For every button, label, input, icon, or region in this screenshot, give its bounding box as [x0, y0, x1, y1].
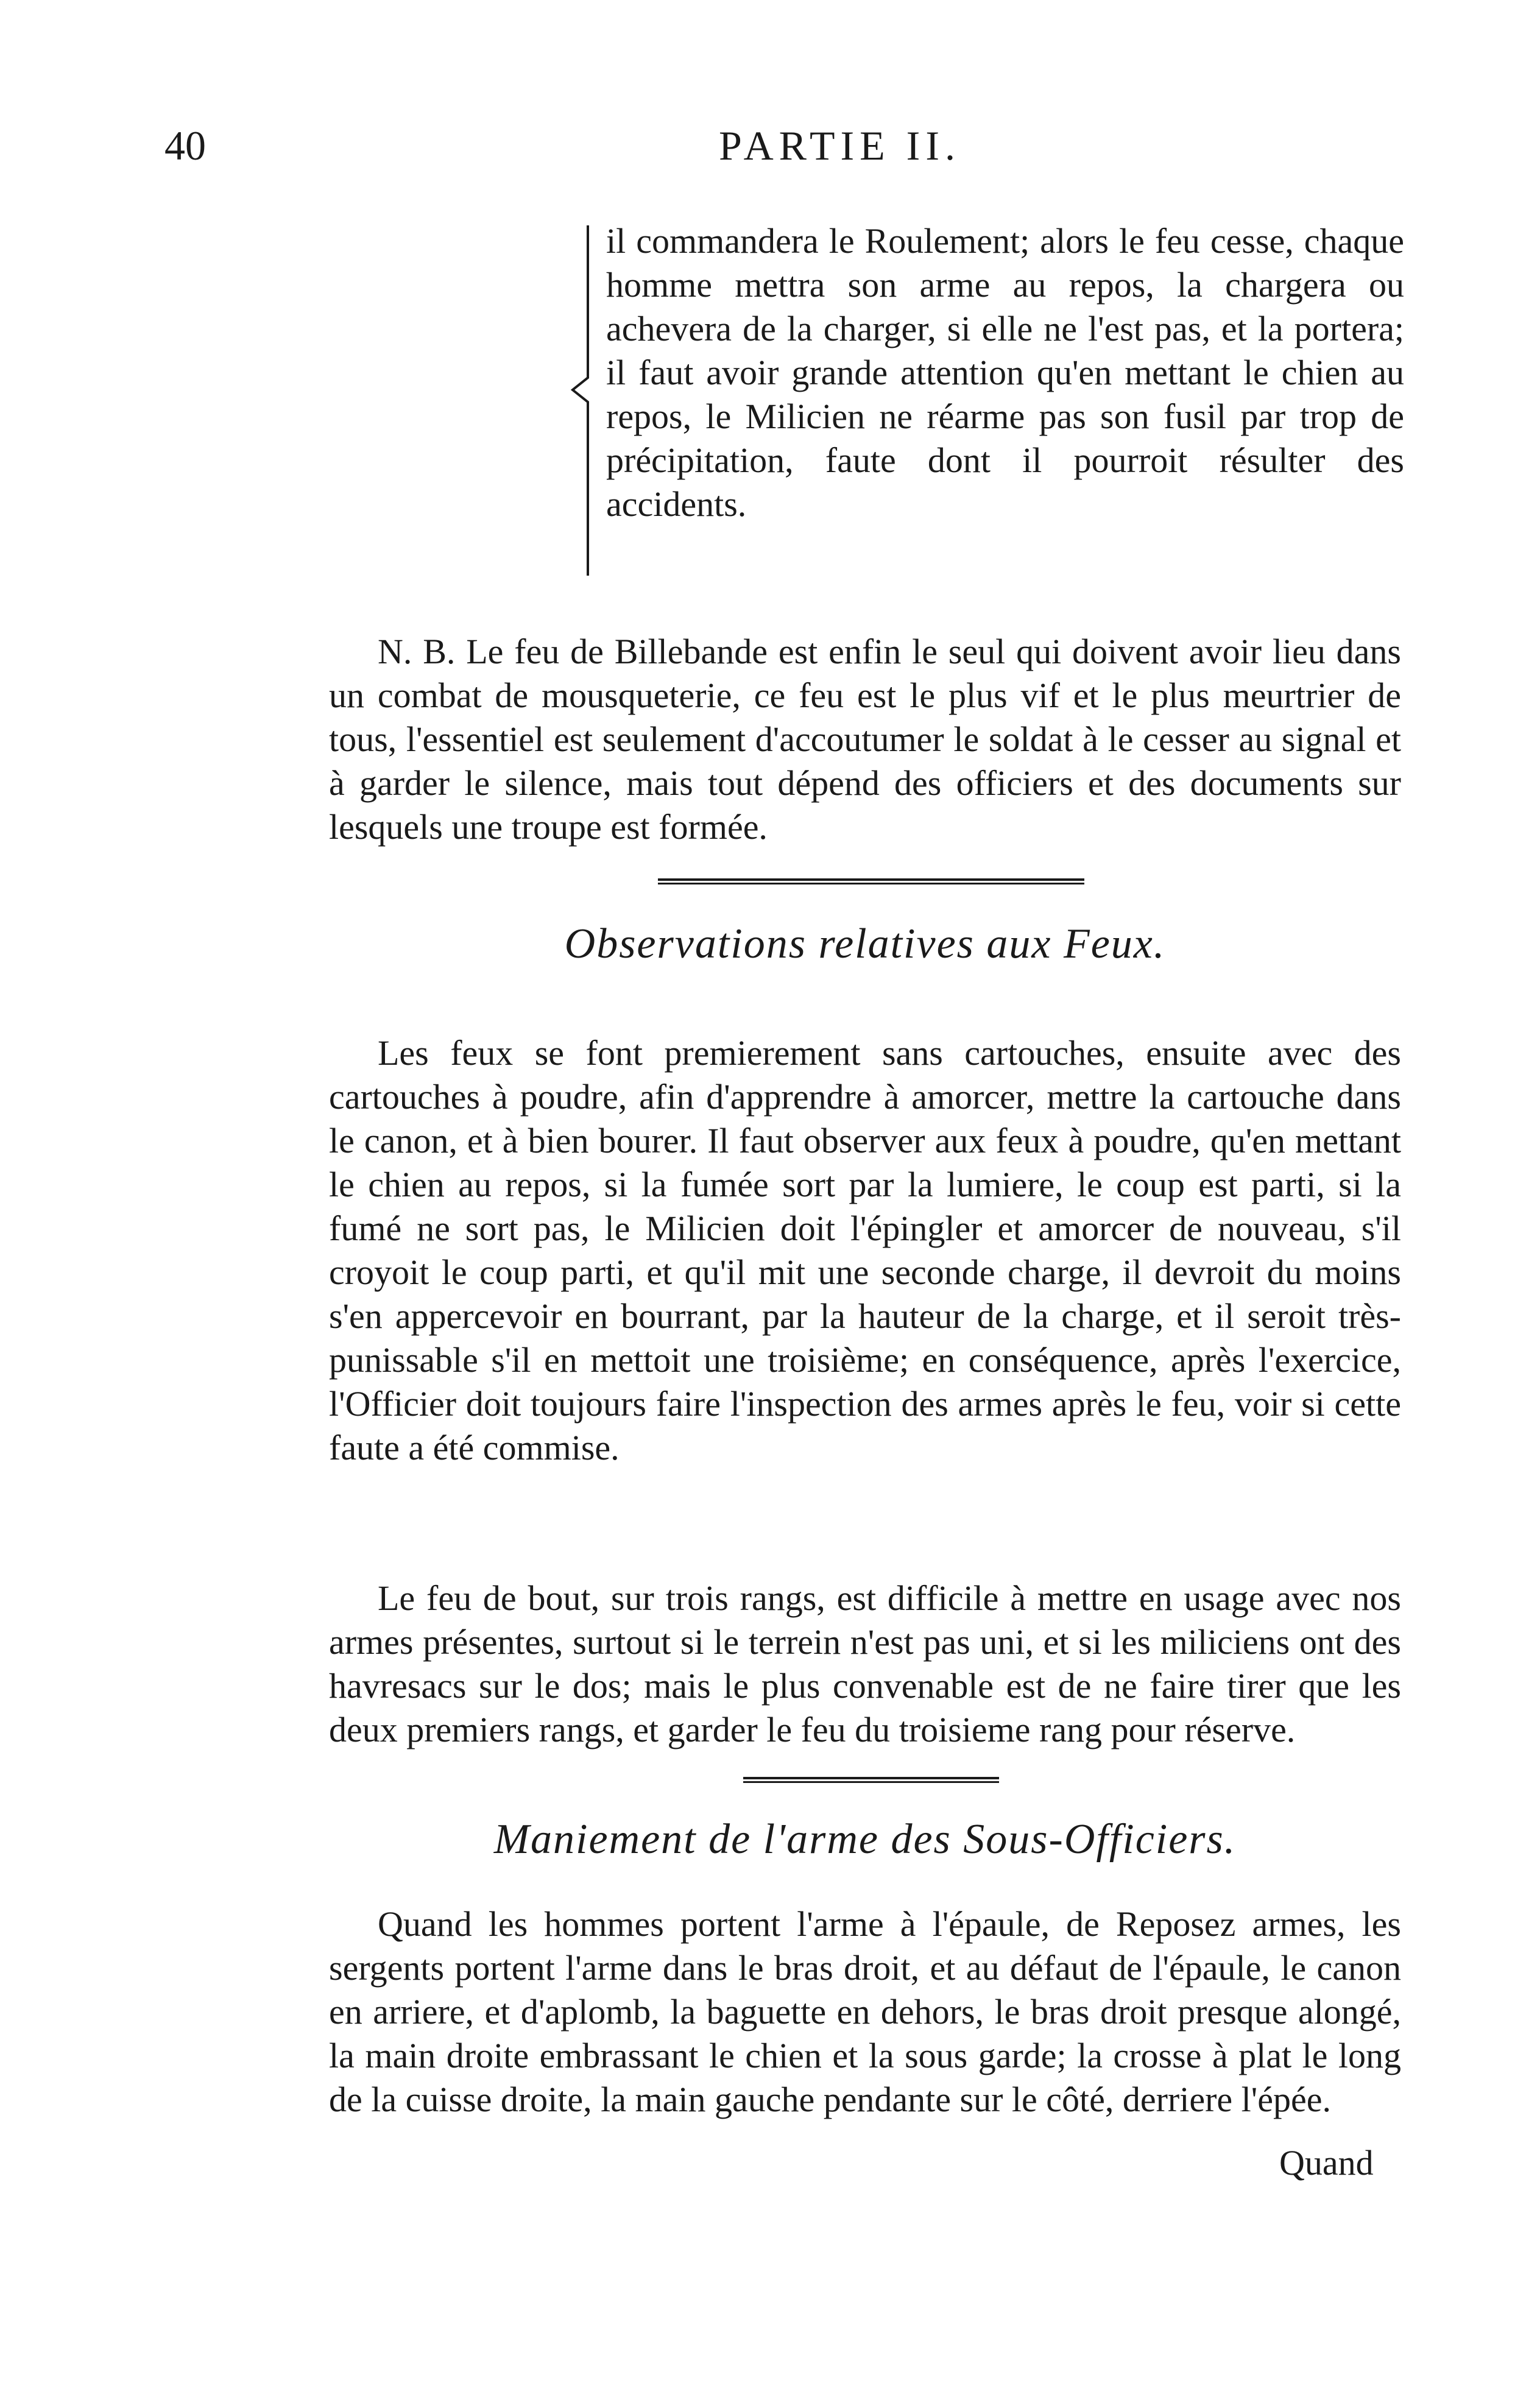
nb-paragraph: N. B. Le feu de Billebande est enfin le seul qui doivent avoir lieu dans un combat de mousqueterie, ce feu est le plus vif et le plus meurtrier de tous, l'essentiel est seulement d'accoutumer le soldat à le cesser au signal et à garder le silence, mais tout dépend des officiers et des documents sur lesquels une troupe est formée.	[329, 632, 1401, 847]
left-brace-icon	[563, 225, 606, 576]
section-heading-maniement: Maniement de l'arme des Sous-Officiers.	[493, 1816, 1237, 1863]
paragraph-maniement-1: Quand les hommes portent l'arme à l'épaule, de Reposez armes, les sergents portent l'arme dans le bras droit, et au défaut de l'épaule, le canon en arriere, et d'aplomb, la baguette en dehors, le bras droit presque alongé, la main droite embrassant le chien et la sous garde; la crosse à plat le long de la cuisse droite, la main gauche pendante sur le côté, derriere l'épée.	[329, 1904, 1401, 2119]
section-rule	[658, 877, 1084, 886]
running-title: PARTIE II.	[719, 122, 961, 169]
catchword: Quand	[1279, 2143, 1374, 2183]
section-rule	[743, 1776, 999, 1784]
paragraph-feux-1: Les feux se font premierement sans cartouches, ensuite avec des cartouches à poudre, afin d'apprendre à amorcer, mettre la cartouche dans le canon, et à bien bourer. Il faut observer aux feux à poudre, qu'en mettant le chien au repos, si la fumée sort par la lumiere, le coup est parti, si la fumé ne sort pas, le Milicien doit l'épingler et amorcer de nouveau, s'il croyoit le coup parti, et qu'il mit une seconde charge, il devroit du moins s'en appercevoir en bourrant, par la hauteur de la charge, et il seroit très-punissable s'il en mettoit une troisième; en conséquence, après l'exercice, l'Officier doit toujours faire l'inspection des armes après le feu, voir si cette faute a été commise.	[329, 1033, 1401, 1467]
bracketed-passage-text: il commandera le Roulement; alors le feu cesse, chaque homme mettra son arme au repos, la chargera ou achevera de la charger, si elle ne l'est pas, et la portera; il faut avoir grande attention qu'en mettant le chien au repos, le Milicien ne réarme pas son fusil par trop de précipitation, faute dont il pourroit résulter des accidents.	[606, 221, 1404, 524]
bracketed-passage	[563, 219, 1404, 573]
page-number: 40	[164, 122, 206, 169]
section-heading-feux: Observations relatives aux Feux.	[564, 920, 1166, 967]
paragraph-feux-2: Le feu de bout, sur trois rangs, est difficile à mettre en usage avec nos armes présentes, surtout si le terrein n'est pas uni, et si les miliciens ont des havresacs sur le dos; mais le plus convenable est de ne faire tirer que les deux premiers rangs, et garder le feu du troisieme rang pour réserve.	[329, 1578, 1401, 1749]
